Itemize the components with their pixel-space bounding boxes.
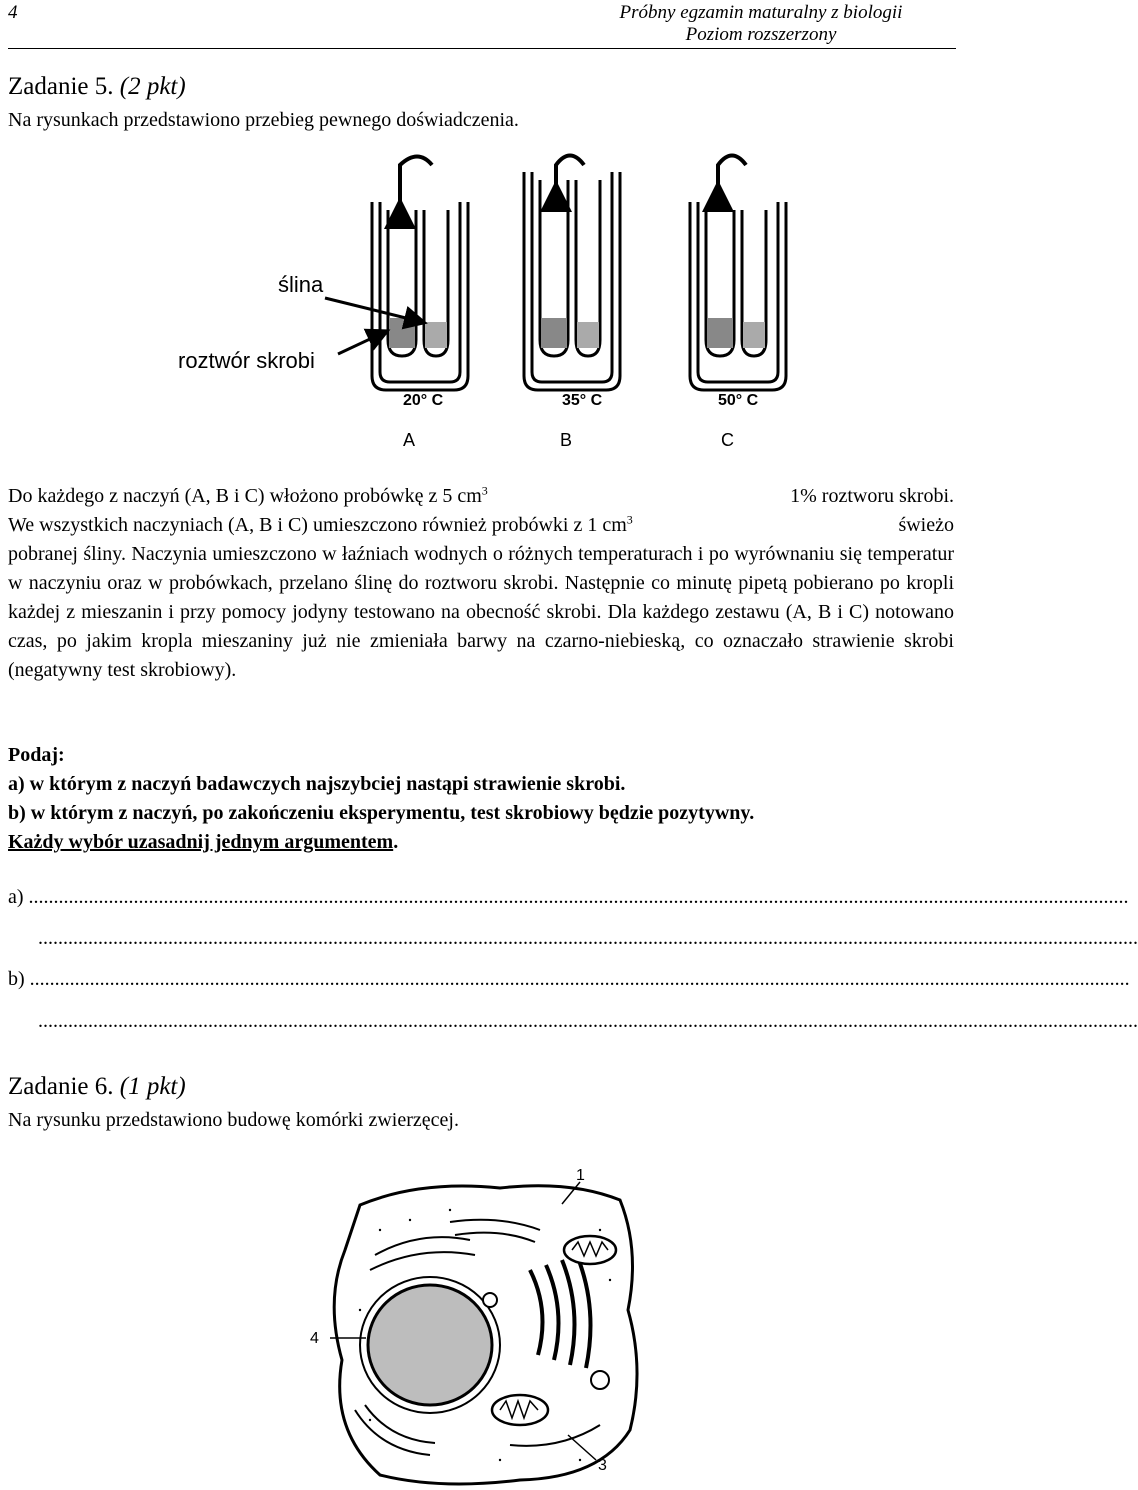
answer-b-line1[interactable]: b) ............................................................................................................................................................................................................................ bbox=[8, 968, 1130, 990]
temp-b: 35° C bbox=[562, 392, 603, 409]
temp-a: 20° C bbox=[403, 392, 444, 409]
arrow-starch bbox=[338, 332, 385, 354]
task6-intro: Na rysunku przedstawiono budowę komórki zwierzęcej. bbox=[8, 1109, 459, 1131]
task5-description-line1: Do każdego z naczyń (A, B i C) włożono probówkę z 5 $cm^3$ 1% roztworu skrobi. bbox=[8, 483, 954, 507]
temp-c: 50° C bbox=[718, 392, 759, 409]
label-4: 4 bbox=[310, 1330, 319, 1347]
label-3: 3 bbox=[598, 1457, 607, 1474]
answer-a-line1[interactable]: a) ............................................................................................................................................................................................................................ bbox=[8, 886, 1129, 908]
label-1: 1 bbox=[576, 1167, 585, 1184]
header-title-line1: Próbny egzamin maturalny z biologii bbox=[619, 2, 903, 23]
nucleus bbox=[368, 1285, 492, 1405]
vessel-a bbox=[372, 157, 468, 391]
label-starch-solution: roztwór skrobi bbox=[178, 348, 315, 373]
instruction: Każdy wybór uzasadnij jednym argumentem. bbox=[8, 831, 399, 853]
label-saliva: ślina bbox=[278, 272, 324, 297]
task5-description-line2: We wszystkich naczyniach (A, B i C) umieszczono również probówki z 1 $cm^3$ świeżo bbox=[8, 512, 954, 536]
page-number: 4 bbox=[8, 2, 18, 23]
task5-description: pobranej śliny. Naczynia umieszczono w łaźniach wodnych o różnych temperaturach i po wyrównaniu się temperatur w naczyniu oraz w probówkach, przelano ślinę do roztworu skrobi. Następnie co minutę pipetą pobierano po kropli każdej z mieszanin i przy pomocy jodyny testowano na obecność skrobi. Dla każdego zestawu (A, B i C) notowano czas, po jakim kropla mieszaniny już nie zmieniała barwy na czarno-niebieską, co oznaczało strawienie skrobi (negatywny test skrobiowy). bbox=[8, 543, 954, 681]
vessel-b bbox=[524, 156, 620, 391]
task5-intro: Na rysunkach przedstawiono przebieg pewnego doświadczenia. bbox=[8, 109, 519, 131]
header-rule bbox=[8, 48, 956, 49]
page-header-title bbox=[562, 2, 960, 46]
letter-c: C bbox=[721, 430, 734, 450]
task6-title: Zadanie 6. (1 pkt) bbox=[8, 1073, 186, 1100]
experiment-figure bbox=[170, 150, 800, 460]
animal-cell-figure bbox=[300, 1160, 680, 1490]
podaj-label: Podaj: bbox=[8, 744, 65, 766]
question-b: b) w którym z naczyń, po zakończeniu eksperymentu, test skrobiowy będzie pozytywny. bbox=[8, 802, 755, 824]
mitochondrion bbox=[564, 1236, 616, 1264]
letter-a: A bbox=[403, 430, 416, 450]
question-a: a) w którym z naczyń badawczych najszybciej nastąpi strawienie skrobi. bbox=[8, 773, 626, 795]
mitochondrion bbox=[492, 1395, 548, 1425]
letter-b: B bbox=[560, 430, 573, 450]
header-title-line2: Poziom rozszerzony bbox=[685, 24, 837, 45]
vessel-c bbox=[690, 156, 786, 391]
answer-a-line2[interactable]: ............................................................................................................................................................................................................................ bbox=[38, 927, 1138, 949]
task5-title: Zadanie 5. (2 pkt) bbox=[8, 73, 186, 100]
answer-b-line2[interactable]: ............................................................................................................................................................................................................................ bbox=[38, 1010, 1138, 1032]
